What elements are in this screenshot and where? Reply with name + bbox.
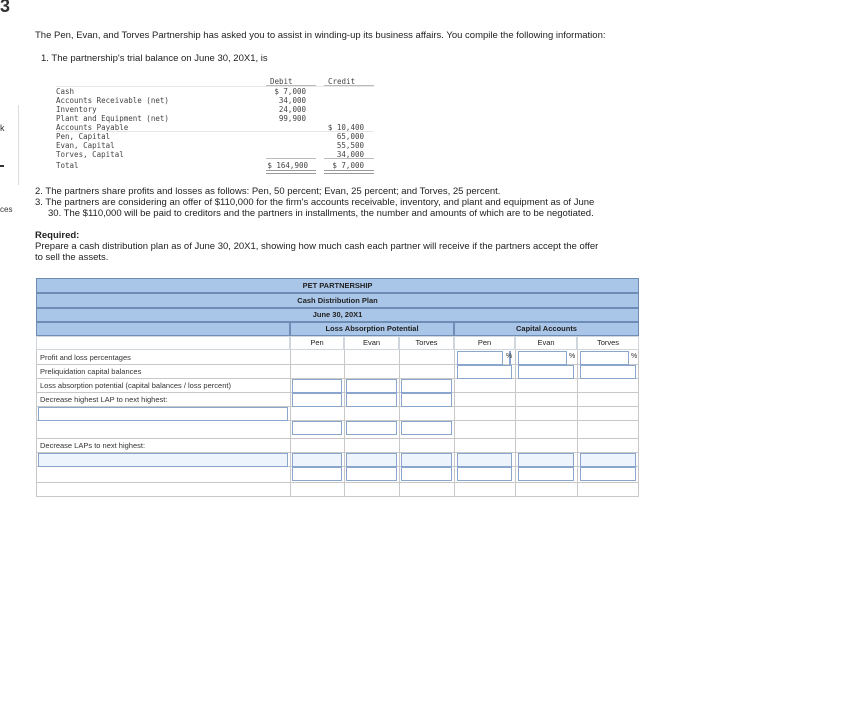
- decrease-label-input[interactable]: [38, 407, 288, 421]
- lap-after-torves-input[interactable]: [401, 421, 452, 435]
- decrease-torves-input[interactable]: [401, 393, 452, 407]
- item-2-text: 2. The partners share profits and losses as follows: Pen, 50 percent; Evan, 25 percent; and Torves, 25 percent.: [35, 186, 501, 197]
- worksheet-title: PET PARTNERSHIP: [36, 278, 639, 293]
- tb-credit: $ 10,400: [327, 123, 364, 132]
- worksheet-date: June 30, 20X1: [36, 308, 639, 322]
- item-3-text: 3. The partners are considering an offer of $110,000 for the firm's accounts receivable, inventory, and plant and equipment as of June: [35, 197, 595, 208]
- row-label-decrease-highest: Decrease highest LAP to next highest:: [40, 395, 168, 404]
- tb-row-account: Pen, Capital: [56, 132, 111, 141]
- lap-after-pen-input[interactable]: [292, 421, 342, 435]
- capital-group-header: Capital Accounts: [454, 322, 639, 336]
- required-text-cont: to sell the assets.: [35, 252, 109, 263]
- row-label-loss-absorption: Loss absorption potential (capital balances / loss percent): [40, 381, 231, 390]
- tb-row-account: Accounts Payable: [56, 123, 129, 132]
- required-heading: Required:: [35, 230, 80, 241]
- col-header-evan-capital: Evan: [515, 336, 577, 350]
- lap-torves-input[interactable]: [401, 379, 452, 393]
- cash-distribution-worksheet: [36, 278, 639, 497]
- header-blank: [36, 322, 290, 336]
- final-cap-torves-input[interactable]: [580, 467, 636, 481]
- decrease-laps-pen-input[interactable]: [292, 453, 342, 467]
- decrease-laps-cap-pen-input[interactable]: [457, 453, 512, 467]
- pct-symbol: %: [631, 353, 638, 360]
- tb-row-account: Torves, Capital: [56, 150, 124, 159]
- tb-row-account: Inventory: [56, 105, 97, 114]
- tb-total-debit: $ 164,900: [267, 161, 308, 170]
- col-header-pen-lap: Pen: [290, 336, 344, 350]
- tb-row-account: Plant and Equipment (net): [56, 114, 169, 123]
- capital-torves-input[interactable]: [580, 365, 636, 379]
- col-header-torves-capital: Torves: [577, 336, 639, 350]
- decrease-laps-cap-evan-input[interactable]: [518, 453, 574, 467]
- tb-debit: $ 7,000: [274, 87, 306, 96]
- decrease-laps-evan-input[interactable]: [346, 453, 397, 467]
- decrease-laps-torves-input[interactable]: [401, 453, 452, 467]
- decrease-laps-cap-torves-input[interactable]: [580, 453, 636, 467]
- col-header-evan-lap: Evan: [344, 336, 399, 350]
- sidebar-marker: [0, 165, 4, 167]
- tb-row-account: Evan, Capital: [56, 141, 115, 150]
- lap-group-header: Loss Absorption Potential: [290, 322, 454, 336]
- col-header-torves-lap: Torves: [399, 336, 454, 350]
- sidebar-fragment: 3: [0, 0, 11, 16]
- col-header-blank: [36, 336, 290, 350]
- capital-evan-input[interactable]: [518, 365, 574, 379]
- tb-row-account: Accounts Receivable (net): [56, 96, 169, 105]
- tb-credit: 65,000: [336, 132, 364, 141]
- row-label-preliquidation-capital: Preliquidation capital balances: [40, 367, 142, 376]
- pct-symbol: %: [506, 353, 513, 360]
- tb-debit: 24,000: [278, 105, 306, 114]
- pl-pct-evan-input[interactable]: [518, 351, 567, 365]
- tb-debit: 34,000: [278, 96, 306, 105]
- final-evan-input[interactable]: [346, 467, 397, 481]
- pl-pct-pen-input[interactable]: [457, 351, 503, 365]
- pct-symbol: %: [569, 353, 576, 360]
- decrease-evan-input[interactable]: [346, 393, 397, 407]
- required-text: Prepare a cash distribution plan as of June 30, 20X1, showing how much cash each partner will receive if the partners accept the offer: [35, 241, 599, 252]
- tb-total-label: Total: [56, 161, 79, 170]
- item-3-text-cont: 30. The $110,000 will be paid to creditors and the partners in installments, the number and amounts of which are to be negotiated.: [48, 208, 594, 219]
- final-cap-evan-input[interactable]: [518, 467, 574, 481]
- sidebar-fragment: ces: [0, 205, 13, 214]
- final-torves-input[interactable]: [401, 467, 452, 481]
- decrease-laps-label-input[interactable]: [38, 453, 288, 467]
- row-label-pl-percentages: Profit and loss percentages: [40, 353, 131, 362]
- debit-header: Debit: [270, 77, 293, 86]
- capital-pen-input[interactable]: [457, 365, 512, 379]
- worksheet-subtitle: Cash Distribution Plan: [36, 293, 639, 308]
- row-label-decrease-laps: Decrease LAPs to next highest:: [40, 441, 146, 450]
- tb-row-account: Cash: [56, 87, 75, 96]
- final-pen-input[interactable]: [292, 467, 342, 481]
- tb-credit: 34,000: [336, 150, 364, 159]
- pl-pct-torves-input[interactable]: [580, 351, 629, 365]
- col-header-pen-capital: Pen: [454, 336, 515, 350]
- item-1-text: 1. The partnership's trial balance on June 30, 20X1, is: [41, 53, 268, 64]
- lap-evan-input[interactable]: [346, 379, 397, 393]
- tb-credit: 55,500: [336, 141, 364, 150]
- lap-after-evan-input[interactable]: [346, 421, 397, 435]
- tb-debit: 99,900: [278, 114, 306, 123]
- decrease-pen-input[interactable]: [292, 393, 342, 407]
- lap-pen-input[interactable]: [292, 379, 342, 393]
- sidebar-fragment: k: [0, 123, 5, 133]
- tb-total-credit: $ 7,000: [332, 161, 364, 170]
- credit-header: Credit: [328, 77, 356, 86]
- intro-text: The Pen, Evan, and Torves Partnership has asked you to assist in winding-up its business affairs. You compile the following information:: [35, 30, 606, 41]
- final-cap-pen-input[interactable]: [457, 467, 512, 481]
